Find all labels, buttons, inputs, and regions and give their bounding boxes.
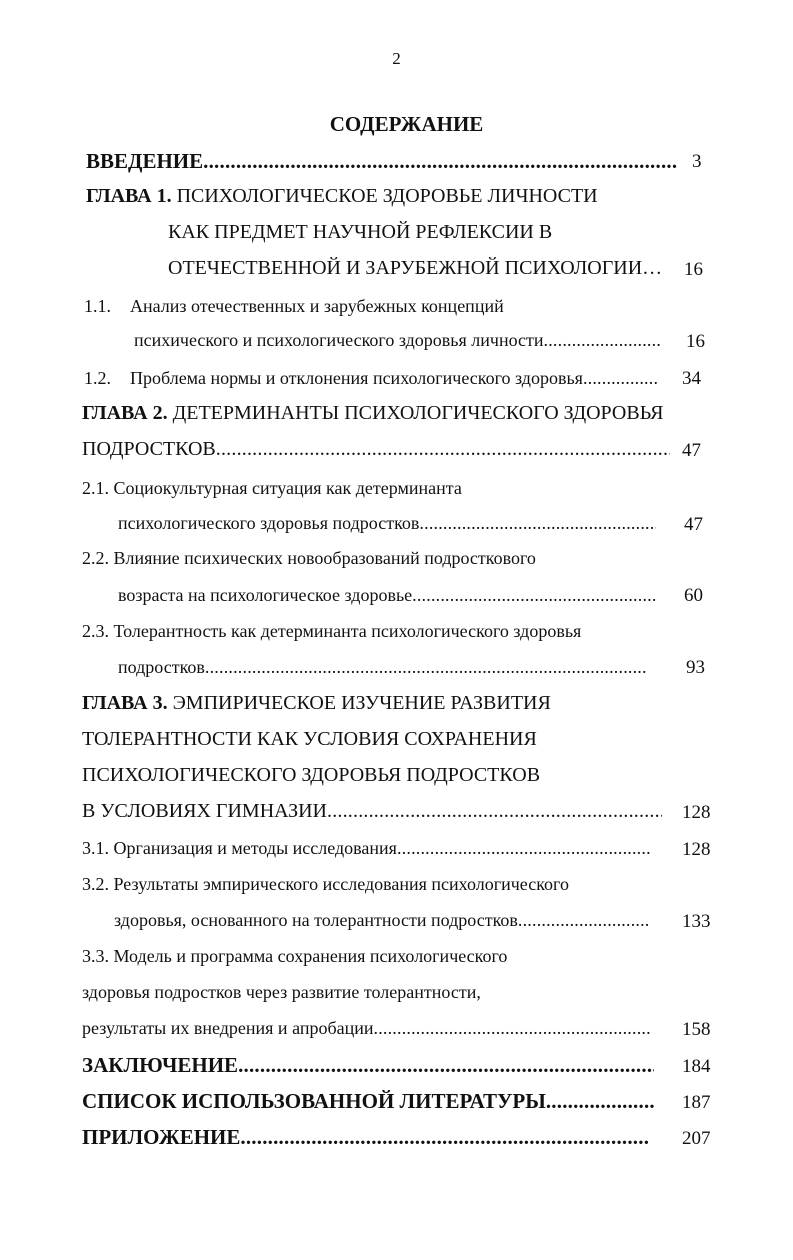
chapter-title-line: ПОДРОСТКОВ (82, 438, 216, 460)
toc-page-3-3: 158 (682, 1019, 711, 1040)
toc-page-2-3: 93 (686, 657, 705, 678)
toc-entry-label: СПИСОК ИСПОЛЬЗОВАННОЙ ЛИТЕРАТУРЫ (82, 1089, 546, 1113)
chapter-label: ГЛАВА 1. (86, 185, 172, 207)
chapter-title-line: ЭМПИРИЧЕСКОЕ ИЗУЧЕНИЕ РАЗВИТИЯ (167, 692, 551, 714)
section-title-line: 3.1. Организация и методы исследования (82, 838, 397, 858)
toc-entry-references (82, 1089, 654, 1114)
toc-entry-line (82, 438, 670, 461)
toc-page-2-1: 47 (684, 514, 703, 535)
toc-entry-line (134, 330, 662, 351)
toc-page-3-1: 128 (682, 839, 711, 860)
section-title-line: результаты их внедрения и апробации (82, 1018, 374, 1038)
section-title-line: здоровья, основанного на толерантности подростков (114, 910, 518, 930)
toc-page-1-1: 16 (686, 331, 705, 352)
toc-entry-line (82, 800, 662, 823)
toc-entry-2-1: 2.1. Социокультурная ситуация как детерминанта (82, 478, 462, 498)
chapter-title-line: В УСЛОВИЯХ ГИМНАЗИИ (82, 800, 327, 822)
toc-entry-line (82, 1018, 650, 1039)
toc-page-intro: 3 (692, 151, 702, 172)
toc-entry-label: ПРИЛОЖЕНИЕ (82, 1125, 241, 1149)
toc-entry-3-2: 3.2. Результаты эмпирического исследования психологического (82, 874, 569, 894)
toc-page-3-2: 133 (682, 911, 711, 932)
toc-entry-1-1 (84, 296, 504, 317)
toc-title: СОДЕРЖАНИЕ (329, 112, 484, 136)
toc-entry-intro (86, 149, 678, 174)
toc-entry-chapter-2 (82, 402, 663, 425)
section-title-line: Проблема нормы и отклонения психологического здоровья (130, 368, 583, 388)
toc-entry-3-3: 3.3. Модель и программа сохранения психологического (82, 946, 508, 966)
toc-entry-3-1 (82, 838, 650, 859)
chapter-title-line: ТОЛЕРАНТНОСТИ КАК УСЛОВИЯ СОХРАНЕНИЯ (82, 728, 537, 750)
toc-entry-conclusion (82, 1053, 654, 1078)
toc-entry-chapter-3 (82, 692, 551, 715)
toc-entry-label: ВВЕДЕНИЕ (86, 149, 204, 173)
toc-entry-2-3: 2.3. Толерантность как детерминанта психологического здоровья (82, 621, 582, 641)
toc-entry-2-2: 2.2. Влияние психических новообразований подросткового (82, 548, 536, 568)
toc-entry-line (118, 513, 656, 534)
toc-page-conclusion: 184 (682, 1056, 711, 1077)
toc-page-chapter-1: 16 (684, 259, 703, 280)
toc-page-1-2: 34 (682, 368, 701, 389)
toc-entry-1-2 (84, 368, 658, 389)
section-title-line: возраста на психологическое здоровье (118, 585, 413, 605)
toc-page-chapter-2: 47 (682, 440, 701, 461)
chapter-title-line: ОТЕЧЕСТВЕННОЙ И ЗАРУБЕЖНОЙ ПСИХОЛОГИИ… (168, 257, 663, 279)
chapter-label: ГЛАВА 2. (82, 402, 168, 424)
section-title-line: психического и психологического здоровья личности (134, 330, 544, 350)
page-number: 2 (392, 49, 401, 68)
section-title-line: подростков (118, 657, 205, 677)
toc-entry-chapter-1 (86, 185, 598, 208)
section-title-line: психологического здоровья подростков (118, 513, 420, 533)
toc-page-appendix: 207 (682, 1128, 711, 1149)
section-number: 1.2. (84, 368, 111, 388)
toc-entry-appendix (82, 1125, 648, 1150)
toc-entry-line (118, 657, 648, 678)
toc-entry-line (118, 585, 656, 606)
chapter-title-line: КАК ПРЕДМЕТ НАУЧНОЙ РЕФЛЕКСИИ В (168, 221, 553, 243)
chapter-label: ГЛАВА 3. (82, 692, 168, 714)
toc-page-references: 187 (682, 1092, 711, 1113)
toc-entry-line (114, 910, 650, 931)
section-title-line: Анализ отечественных и зарубежных концепций (130, 296, 504, 316)
chapter-title-line: ДЕТЕРМИНАНТЫ ПСИХОЛОГИЧЕСКОГО ЗДОРОВЬЯ (167, 402, 664, 424)
chapter-title-line: ПСИХОЛОГИЧЕСКОЕ ЗДОРОВЬЕ ЛИЧНОСТИ (171, 185, 598, 207)
section-number: 1.1. (84, 296, 111, 316)
toc-page-chapter-3: 128 (682, 802, 711, 823)
toc-entry-label: ЗАКЛЮЧЕНИЕ (82, 1053, 239, 1077)
chapter-title-line: ПСИХОЛОГИЧЕСКОГО ЗДОРОВЬЯ ПОДРОСТКОВ (82, 764, 541, 786)
section-title-line: здоровья подростков через развитие толерантности, (82, 982, 481, 1002)
toc-page-2-2: 60 (684, 585, 703, 606)
